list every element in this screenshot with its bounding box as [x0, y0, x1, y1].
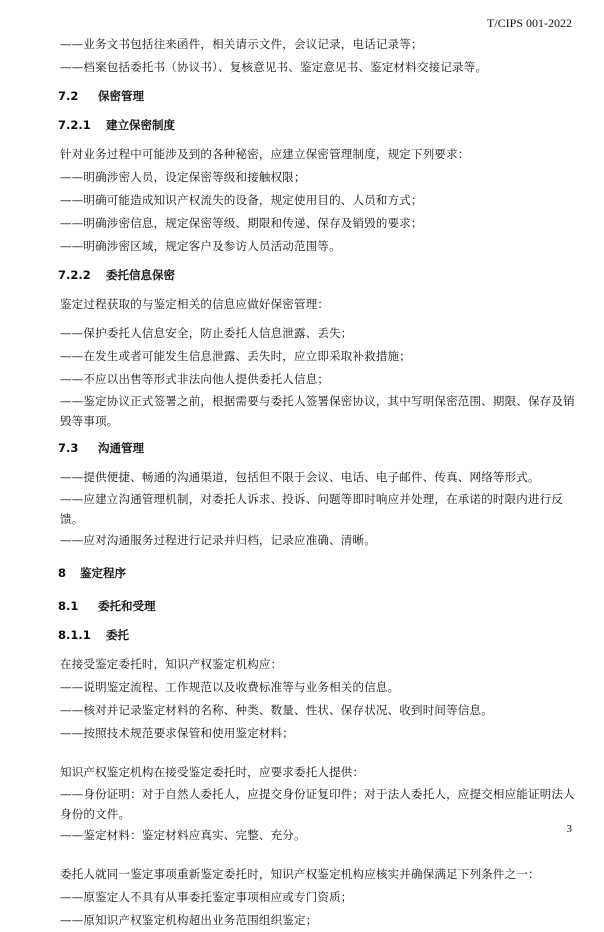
list-item: ——应建立沟通管理机制，对委托人诉求、投诉、问题等即时响应并处理，在承诺的时限内进行反馈。 [60, 492, 564, 526]
list-item: ——明确涉密信息，规定保密等级、期限和传递、保存及销毁的要求； [60, 216, 423, 230]
list-item: ——鉴定协议正式签署之前，根据需要与委托人签署保密协议，其中写明保密范围、期限、保存及销毁等事项。 [60, 394, 575, 428]
page-number: 3 [566, 823, 572, 835]
list-item: ——业务文书包括往来函件，相关请示文件，会议记录，电话记录等； [60, 37, 423, 51]
section-heading-8: 8 鉴定程序 [58, 566, 126, 580]
list-item: ——档案包括委托书（协议书）、复核意见书、鉴定意见书、鉴定材料交接记录等。 [60, 60, 488, 74]
paragraph: 知识产权鉴定机构在接受鉴定委托时，应要求委托人提供： [60, 765, 365, 779]
section-heading-7-2-1: 7.2.1 建立保密制度 [58, 118, 175, 132]
section-heading-7-3: 7.3 沟通管理 [58, 441, 144, 455]
paragraph: 在接受鉴定委托时，知识产权鉴定机构应： [60, 657, 283, 671]
section-heading-8-1: 8.1 委托和受理 [58, 599, 156, 613]
list-item: ——身份证明：对于自然人委托人，应提交身份证复印件；对于法人委托人，应提交相应能证明法人身份的文件。 [60, 787, 575, 821]
list-item: ——明确涉密区域，规定客户及参访人员活动范围等。 [60, 239, 341, 253]
page-content [60, 33, 578, 932]
list-item: ——明确可能造成知识产权流失的设备，规定使用目的、人员和方式； [60, 193, 423, 207]
list-item: ——应对沟通服务过程进行记录并归档，记录应准确、清晰。 [60, 533, 376, 547]
list-item: ——原鉴定人不具有从事委托鉴定事项相应或专门资质； [60, 890, 353, 904]
doc-id: T/CIPS 001-2022 [486, 16, 572, 30]
list-item: ——保护委托人信息安全，防止委托人信息泄露、丢失； [60, 326, 353, 340]
paragraph: 鉴定过程获取的与鉴定相关的信息应做好保密管理： [60, 297, 330, 311]
section-heading-8-1-1: 8.1.1 委托 [58, 628, 129, 642]
list-item: ——按照技术规范要求保管和使用鉴定材料； [60, 726, 294, 740]
list-item: ——说明鉴定流程、工作规范以及收费标准等与业务相关的信息。 [60, 680, 400, 694]
paragraph: 针对业务过程中可能涉及到的各种秘密，应建立保密管理制度，规定下列要求： [60, 147, 470, 161]
list-item: ——原知识产权鉴定机构超出业务范围组织鉴定； [60, 913, 318, 927]
section-heading-7-2: 7.2 保密管理 [58, 89, 144, 103]
list-item: ——不应以出售等形式非法向他人提供委托人信息； [60, 372, 330, 386]
list-item: ——鉴定材料：鉴定材料应真实、完整、充分。 [60, 828, 306, 842]
list-item: ——核对并记录鉴定材料的名称、种类、数量、性状、保存状况、收到时间等信息。 [60, 703, 493, 717]
list-item: ——在发生或者可能发生信息泄露、丢失时，应立即采取补救措施； [60, 349, 411, 363]
list-item: ——提供便捷、畅通的沟通渠道，包括但不限于会议、电话、电子邮件、传真、网络等形式。 [60, 470, 540, 484]
section-heading-7-2-2: 7.2.2 委托信息保密 [58, 268, 175, 282]
paragraph: 委托人就同一鉴定事项重新鉴定委托时，知识产权鉴定机构应核实并确保满足下列条件之一： [60, 867, 540, 881]
list-item: ——明确涉密人员，设定保密等级和接触权限； [60, 170, 306, 184]
